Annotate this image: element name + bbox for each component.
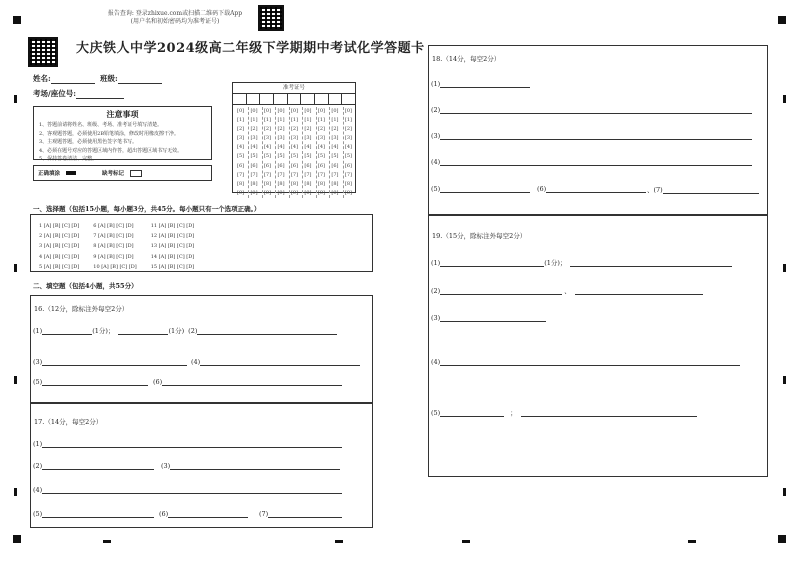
digit-bubble[interactable]: [3]: [263, 135, 272, 142]
notes-item: 4、必须在题号对应的答题区域内作答，超出答题区域书写无效。: [39, 147, 183, 154]
notice-line-1: 报告查询: 登录zhixue.com或扫描二维码下载App: [107, 10, 243, 17]
q19-blank-5[interactable]: (5) ；: [431, 408, 697, 417]
digit-bubble[interactable]: [3]: [277, 135, 285, 142]
q18-blank-7[interactable]: 、(7): [647, 185, 759, 194]
digit-bubble[interactable]: [7]: [290, 171, 299, 178]
exam-id-write-cell[interactable]: [328, 94, 342, 104]
digit-bubble[interactable]: [6]: [304, 162, 312, 169]
digit-bubble[interactable]: [3]: [331, 135, 339, 142]
exam-id-write-cell[interactable]: [259, 94, 273, 104]
exam-id-write-cell[interactable]: [341, 94, 355, 104]
digit-bubble[interactable]: [6]: [317, 162, 325, 169]
digit-bubble[interactable]: [5]: [344, 153, 352, 160]
corner-mark: [778, 535, 786, 543]
digit-bubble[interactable]: [1]: [290, 117, 299, 124]
q18-blank-6[interactable]: (6): [537, 185, 646, 193]
notice-line-2: (用户名和初始密码均为准考证号): [130, 18, 220, 25]
exam-id-column[interactable]: [275, 107, 284, 198]
choice-item[interactable]: 9 [A] [B] [C] [D]: [93, 253, 134, 260]
digit-bubble[interactable]: [5]: [250, 153, 258, 160]
exam-id-write-row[interactable]: [233, 94, 355, 105]
digit-bubble[interactable]: [4]: [277, 144, 285, 151]
corner-mark: [13, 16, 21, 24]
digit-bubble[interactable]: [9]: [277, 189, 285, 196]
timing-mark: [783, 95, 786, 103]
digit-bubble[interactable]: [8]: [304, 180, 312, 187]
digit-bubble[interactable]: [2]: [237, 126, 245, 133]
digit-bubble[interactable]: [4]: [344, 144, 352, 151]
digit-bubble[interactable]: [7]: [250, 171, 258, 178]
exam-id-write-cell[interactable]: [300, 94, 314, 104]
q18-head: 18.（14分，每空2分）: [432, 55, 501, 63]
digit-bubble[interactable]: [1]: [250, 117, 258, 124]
notes-box: [33, 106, 212, 160]
digit-bubble[interactable]: [3]: [290, 135, 299, 142]
filled-box-icon: [66, 171, 76, 175]
exam-id-column[interactable]: [329, 107, 338, 198]
q19-box: [428, 215, 768, 477]
digit-bubble[interactable]: [0]: [290, 108, 299, 114]
choice-item[interactable]: 2 [A] [B] [C] [D]: [39, 233, 80, 240]
digit-bubble[interactable]: [6]: [331, 162, 339, 169]
section2-title: 二、填空题（包括4小题，共55分）: [33, 282, 138, 290]
digit-bubble[interactable]: [4]: [304, 144, 312, 151]
page-title: 大庆铁人中学2024级高二年级下学期期中考试化学答题卡: [76, 41, 425, 56]
bottom-mark: [688, 540, 696, 543]
digit-bubble[interactable]: [7]: [263, 171, 272, 178]
digit-bubble[interactable]: [7]: [317, 171, 325, 178]
digit-bubble[interactable]: [1]: [317, 117, 325, 124]
choice-column: [151, 221, 194, 272]
exam-id-title: 准考证号: [233, 83, 355, 94]
bottom-mark: [335, 540, 343, 543]
q19-blank-2[interactable]: (2) 、: [431, 286, 703, 295]
digit-bubble[interactable]: [6]: [290, 162, 299, 169]
q19-head: 19.（15分，除标注外每空2分）: [432, 232, 527, 240]
digit-bubble[interactable]: [8]: [237, 180, 245, 187]
digit-bubble[interactable]: [4]: [331, 144, 339, 151]
digit-bubble[interactable]: [4]: [250, 144, 258, 151]
digit-bubble[interactable]: [3]: [250, 135, 258, 142]
digit-bubble[interactable]: [5]: [237, 153, 245, 160]
qr-code-icon: [28, 37, 58, 67]
digit-bubble[interactable]: [0]: [237, 108, 245, 114]
digit-bubble[interactable]: [8]: [263, 180, 272, 187]
timing-mark: [14, 264, 17, 272]
corner-mark: [13, 535, 21, 543]
timing-mark: [14, 488, 17, 496]
digit-bubble[interactable]: [7]: [237, 171, 245, 178]
digit-bubble[interactable]: [5]: [277, 153, 285, 160]
exam-id-write-cell[interactable]: [233, 94, 246, 104]
q19-blank-1[interactable]: (1) (1分)；: [431, 258, 732, 267]
digit-bubble[interactable]: [0]: [304, 108, 312, 114]
digit-bubble[interactable]: [0]: [263, 108, 272, 114]
exam-id-column[interactable]: [236, 107, 244, 198]
digit-bubble[interactable]: [2]: [277, 126, 285, 133]
exam-id-bubbles[interactable]: [233, 105, 355, 198]
digit-bubble[interactable]: [1]: [237, 117, 245, 124]
report-notice: [90, 10, 260, 26]
choice-item[interactable]: 15 [A] [B] [C] [D]: [150, 263, 195, 270]
digit-bubble[interactable]: [4]: [263, 144, 272, 151]
digit-bubble[interactable]: [5]: [263, 153, 272, 160]
section1-title: 一、选择题（包括15小题，每小题3分，共45分。每小题只有一个选项正确。）: [33, 205, 261, 213]
digit-bubble[interactable]: [6]: [277, 162, 285, 169]
digit-bubble[interactable]: [9]: [263, 189, 272, 196]
qr-code-icon: [258, 5, 284, 31]
exam-id-write-cell[interactable]: [246, 94, 260, 104]
digit-bubble[interactable]: [5]: [304, 153, 312, 160]
q19-blank-4[interactable]: (4): [431, 358, 740, 366]
digit-bubble[interactable]: [9]: [331, 189, 339, 196]
digit-bubble[interactable]: [9]: [317, 189, 325, 196]
timing-mark: [783, 488, 786, 496]
q18-blank-5[interactable]: (5): [431, 185, 530, 193]
choice-item[interactable]: 11 [A] [B] [C] [D]: [150, 223, 195, 229]
digit-bubble[interactable]: [3]: [344, 135, 352, 142]
digit-bubble[interactable]: [1]: [331, 117, 339, 124]
digit-bubble[interactable]: [9]: [344, 189, 352, 196]
digit-bubble[interactable]: [2]: [263, 126, 272, 133]
exam-id-write-cell[interactable]: [273, 94, 287, 104]
missing-exam-checkbox[interactable]: [130, 170, 142, 177]
exam-id-write-cell[interactable]: [287, 94, 301, 104]
choice-item[interactable]: 4 [A] [B] [C] [D]: [39, 253, 80, 260]
digit-bubble[interactable]: [9]: [237, 189, 245, 196]
digit-bubble[interactable]: [8]: [290, 180, 299, 187]
exam-id-box: [232, 82, 356, 196]
q17-blank-6[interactable]: (6): [159, 510, 248, 518]
choice-item[interactable]: 13 [A] [B] [C] [D]: [150, 243, 195, 250]
digit-bubble[interactable]: [2]: [290, 126, 299, 133]
timing-mark: [14, 95, 17, 103]
exam-id-column[interactable]: [316, 107, 325, 198]
digit-bubble[interactable]: [5]: [331, 153, 339, 160]
choice-item[interactable]: 8 [A] [B] [C] [D]: [93, 243, 134, 250]
q16-head: 16.（12分，除标注外每空2分）: [34, 305, 129, 313]
choice-item[interactable]: 5 [A] [B] [C] [D]: [39, 263, 80, 270]
digit-bubble[interactable]: [8]: [277, 180, 285, 187]
choice-item[interactable]: 3 [A] [B] [C] [D]: [39, 243, 80, 250]
digit-bubble[interactable]: [1]: [277, 117, 285, 124]
digit-bubble[interactable]: [0]: [277, 108, 285, 114]
q17-head: 17.（14分，每空2分）: [34, 418, 103, 426]
digit-bubble[interactable]: [2]: [317, 126, 325, 133]
digit-bubble[interactable]: [2]: [250, 126, 258, 133]
choice-item[interactable]: 12 [A] [B] [C] [D]: [150, 233, 195, 240]
bottom-mark: [103, 540, 111, 543]
digit-bubble[interactable]: [0]: [250, 108, 258, 114]
choice-item[interactable]: 6 [A] [B] [C] [D]: [93, 223, 134, 229]
digit-bubble[interactable]: [4]: [237, 144, 245, 151]
digit-bubble[interactable]: [2]: [331, 126, 339, 133]
q18-blank-2[interactable]: (2): [431, 106, 752, 114]
digit-bubble[interactable]: [0]: [331, 108, 339, 114]
digit-bubble[interactable]: [6]: [250, 162, 258, 169]
q18-blank-4[interactable]: (4): [431, 158, 752, 166]
digit-bubble[interactable]: [2]: [344, 126, 352, 133]
digit-bubble[interactable]: [7]: [277, 171, 285, 178]
seat-field[interactable]: 考场/座位号:: [33, 88, 124, 99]
digit-bubble[interactable]: [3]: [304, 135, 312, 142]
timing-mark: [14, 376, 17, 384]
exam-id-column[interactable]: [248, 107, 257, 198]
q16-blank-5[interactable]: (5): [33, 378, 148, 386]
q16-blank-3[interactable]: (3): [33, 358, 187, 366]
digit-bubble[interactable]: [9]: [290, 189, 299, 196]
digit-bubble[interactable]: [0]: [317, 108, 325, 114]
choice-column: [93, 221, 136, 272]
exam-id-column[interactable]: [289, 107, 298, 198]
digit-bubble[interactable]: [8]: [331, 180, 339, 187]
exam-id-column[interactable]: [343, 107, 352, 198]
digit-bubble[interactable]: [6]: [344, 162, 352, 169]
legend-missing-label: 缺考标记: [102, 171, 125, 177]
q18-blank-3[interactable]: (3): [431, 132, 752, 140]
q17-blank-7[interactable]: (7): [259, 510, 342, 518]
choice-item[interactable]: 7 [A] [B] [C] [D]: [93, 233, 134, 240]
exam-id-column[interactable]: [302, 107, 311, 198]
q19-blank-3[interactable]: (3): [431, 314, 546, 322]
legend-correct-label: 正确填涂: [38, 171, 61, 177]
notes-list: [34, 121, 211, 164]
digit-bubble[interactable]: [5]: [290, 153, 299, 160]
digit-bubble[interactable]: [2]: [304, 126, 312, 133]
exam-id-column[interactable]: [262, 107, 271, 198]
digit-bubble[interactable]: [8]: [344, 180, 352, 187]
digit-bubble[interactable]: [9]: [304, 189, 312, 196]
choice-column: [39, 221, 79, 272]
q17-blank-2[interactable]: (2): [33, 462, 154, 470]
digit-bubble[interactable]: [7]: [331, 171, 339, 178]
digit-bubble[interactable]: [6]: [237, 162, 245, 169]
choice-item[interactable]: 10 [A] [B] [C] [D]: [93, 263, 137, 270]
q17-box: [30, 403, 373, 528]
q17-blank-5[interactable]: (5): [33, 510, 154, 518]
digit-bubble[interactable]: [0]: [344, 108, 352, 114]
digit-bubble[interactable]: [8]: [250, 180, 258, 187]
corner-mark: [778, 16, 786, 24]
digit-bubble[interactable]: [7]: [304, 171, 312, 178]
q17-blank-3[interactable]: (3): [161, 462, 340, 470]
q16-blank-4[interactable]: (4): [191, 358, 360, 366]
q17-blank-1[interactable]: (1): [33, 440, 342, 448]
q17-blank-4[interactable]: (4): [33, 486, 342, 494]
notes-item: 1、答题前请将姓名、班级、考场、准考证号填写清楚。: [39, 122, 163, 128]
digit-bubble[interactable]: [6]: [263, 162, 272, 169]
digit-bubble[interactable]: [9]: [250, 189, 258, 196]
bottom-mark: [462, 540, 470, 543]
notes-item: 3、主观题答题，必须使用黑色签字笔书写。: [39, 139, 138, 145]
q16-blank-6[interactable]: (6): [153, 378, 342, 386]
digit-bubble[interactable]: [1]: [263, 117, 272, 124]
digit-bubble[interactable]: [7]: [344, 171, 352, 178]
digit-bubble[interactable]: [1]: [344, 117, 352, 124]
timing-mark: [783, 376, 786, 384]
digit-bubble[interactable]: [8]: [317, 180, 325, 187]
digit-bubble[interactable]: [5]: [317, 153, 325, 160]
notes-item: 5、保持答卷清洁、完整。: [39, 156, 98, 162]
legend-box: [33, 165, 212, 181]
timing-mark: [783, 264, 786, 272]
digit-bubble[interactable]: [1]: [304, 117, 312, 124]
notes-item: 2、客观题答题，必须使用2B铅笔填涂，修改时用橡皮擦干净。: [39, 130, 180, 137]
notes-title: 注意事项: [106, 109, 139, 119]
name-field[interactable]: 姓名: 班级:: [33, 73, 162, 84]
q18-box: [428, 45, 768, 215]
choice-item[interactable]: 1 [A] [B] [C] [D]: [39, 223, 80, 229]
digit-bubble[interactable]: [4]: [317, 144, 325, 151]
digit-bubble[interactable]: [3]: [237, 135, 245, 142]
q16-blank-1[interactable]: (1) (1分)； (1分) (2): [33, 326, 337, 335]
digit-bubble[interactable]: [4]: [290, 144, 299, 151]
q16-box: [30, 295, 373, 403]
choice-item[interactable]: 14 [A] [B] [C] [D]: [150, 253, 195, 260]
digit-bubble[interactable]: [3]: [317, 135, 325, 142]
exam-id-write-cell[interactable]: [314, 94, 328, 104]
q18-blank-1[interactable]: (1): [431, 80, 530, 88]
choice-box: [30, 214, 373, 272]
